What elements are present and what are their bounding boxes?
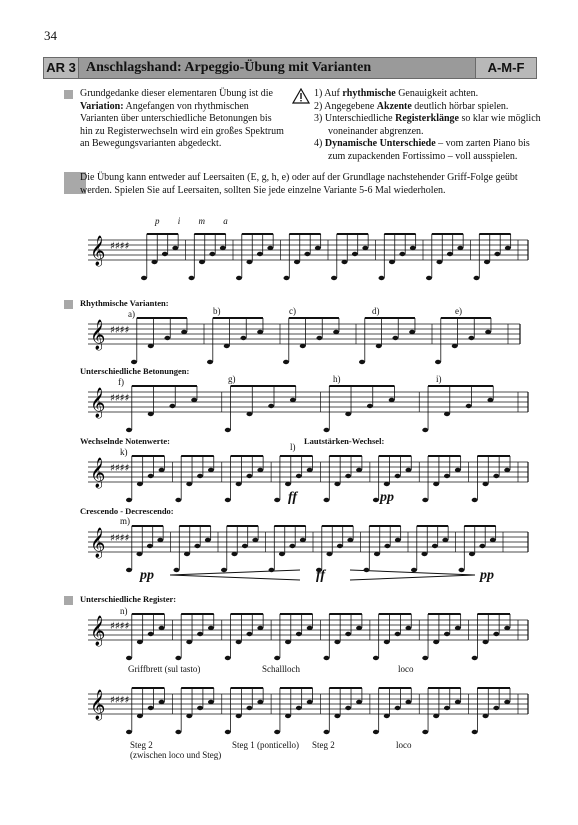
- note-head: [136, 552, 142, 556]
- page-number: 34: [44, 28, 57, 43]
- note-head: [208, 700, 214, 704]
- note-head: [191, 398, 197, 402]
- section-label: Wechselnde Notenwerte:: [80, 436, 170, 446]
- music-staff-accents: [0, 380, 578, 436]
- note-head: [175, 656, 181, 660]
- note-head: [131, 360, 137, 364]
- note-head: [246, 474, 252, 478]
- note-head: [279, 552, 285, 556]
- note-head: [147, 544, 153, 548]
- note-head: [126, 730, 132, 734]
- note-head: [285, 714, 291, 718]
- note-head: [435, 360, 441, 364]
- note-head: [197, 706, 203, 710]
- note-head: [373, 498, 379, 502]
- note-head: [405, 468, 411, 472]
- note-head: [452, 344, 458, 348]
- note-head: [246, 706, 252, 710]
- treble-clef-icon: 𝄞: [90, 388, 106, 418]
- note-head: [433, 714, 439, 718]
- note-head: [257, 700, 263, 704]
- note-head: [151, 260, 157, 264]
- note-head: [384, 714, 390, 718]
- note-head: [399, 252, 405, 256]
- note-head: [225, 498, 231, 502]
- register-caption: loco: [396, 740, 412, 750]
- note-head: [345, 632, 351, 636]
- music-staff-main: [0, 228, 578, 288]
- fingering-pima: p i m a: [155, 216, 236, 226]
- note-head: [487, 398, 493, 402]
- note-head: [194, 544, 200, 548]
- note-head: [304, 252, 310, 256]
- note-head: [433, 482, 439, 486]
- note-head: [447, 252, 453, 256]
- note-head: [433, 640, 439, 644]
- treble-clef-icon: 𝄞: [90, 320, 106, 350]
- note-head: [137, 714, 143, 718]
- note-head: [384, 640, 390, 644]
- dynamic-pp: pp: [380, 490, 394, 505]
- note-head: [468, 336, 474, 340]
- note-head: [207, 360, 213, 364]
- note-head: [505, 246, 511, 250]
- note-head: [296, 632, 302, 636]
- note-head: [257, 626, 263, 630]
- note-head: [432, 544, 438, 548]
- note-head: [208, 468, 214, 472]
- note-head: [504, 626, 510, 630]
- note-head: [469, 552, 475, 556]
- music-staff-register1: [0, 608, 578, 664]
- note-head: [296, 474, 302, 478]
- note-head: [455, 468, 461, 472]
- note-head: [345, 474, 351, 478]
- note-head: [296, 706, 302, 710]
- note-head: [240, 336, 246, 340]
- note-head: [472, 656, 478, 660]
- key-signature-icon: ♯♯♯♯: [110, 241, 130, 252]
- note-head: [324, 498, 330, 502]
- note-head: [466, 404, 472, 408]
- note-head: [137, 482, 143, 486]
- note-head: [285, 482, 291, 486]
- note-head: [474, 276, 480, 280]
- music-staff-register2: [0, 682, 578, 738]
- note-head: [482, 482, 488, 486]
- note-head: [384, 544, 390, 548]
- variant-label: a): [128, 309, 135, 319]
- note-head: [409, 330, 415, 334]
- note-head: [494, 252, 500, 256]
- note-head: [236, 714, 242, 718]
- note-head: [186, 640, 192, 644]
- note-head: [246, 632, 252, 636]
- note-head: [126, 428, 132, 432]
- music-staff-rhythmic: [0, 312, 578, 368]
- note-head: [141, 276, 147, 280]
- key-signature-icon: ♯♯♯♯: [110, 325, 130, 336]
- note-head: [334, 482, 340, 486]
- note-head: [307, 700, 313, 704]
- note-head: [395, 474, 401, 478]
- note-head: [485, 330, 491, 334]
- note-head: [384, 482, 390, 486]
- note-head: [482, 714, 488, 718]
- note-head: [444, 706, 450, 710]
- note-head: [274, 656, 280, 660]
- note-head: [455, 626, 461, 630]
- note-head: [337, 544, 343, 548]
- note-head: [172, 246, 178, 250]
- note-head: [224, 344, 230, 348]
- note-head: [444, 412, 450, 416]
- note-head: [472, 730, 478, 734]
- note-head: [199, 260, 205, 264]
- note-head: [457, 246, 463, 250]
- note-head: [479, 544, 485, 548]
- note-head: [484, 260, 490, 264]
- note-head: [359, 360, 365, 364]
- note-head: [285, 640, 291, 644]
- note-head: [157, 538, 163, 542]
- note-head: [126, 656, 132, 660]
- note-head: [186, 482, 192, 486]
- note-head: [186, 714, 192, 718]
- note-head: [257, 468, 263, 472]
- note-head: [137, 640, 143, 644]
- note-head: [389, 398, 395, 402]
- register-caption: Steg 2: [312, 740, 335, 750]
- note-head: [294, 260, 300, 264]
- note-head: [444, 632, 450, 636]
- note-head: [395, 706, 401, 710]
- note-head: [347, 538, 353, 542]
- dynamic-pp: pp: [140, 568, 154, 583]
- note-head: [405, 626, 411, 630]
- note-head: [307, 626, 313, 630]
- note-head: [164, 336, 170, 340]
- exercise-header: [43, 57, 537, 79]
- note-head: [422, 498, 428, 502]
- variant-label: h): [333, 374, 341, 384]
- hairpins: [170, 568, 530, 582]
- note-head: [426, 276, 432, 280]
- note-head: [274, 498, 280, 502]
- note-head: [455, 700, 461, 704]
- note-head: [159, 626, 165, 630]
- note-head: [148, 412, 154, 416]
- note-head: [405, 700, 411, 704]
- note-head: [289, 544, 295, 548]
- note-head: [148, 344, 154, 348]
- register-caption: Griffbrett (sul tasto): [128, 664, 201, 674]
- key-signature-icon: ♯♯♯♯: [110, 463, 130, 474]
- treble-clef-icon: 𝄞: [90, 236, 106, 266]
- note-head: [315, 246, 321, 250]
- note-head: [389, 260, 395, 264]
- note-head: [436, 260, 442, 264]
- note-head: [422, 730, 428, 734]
- section-label: Unterschiedliche Betonungen:: [80, 366, 190, 376]
- note-head: [379, 276, 385, 280]
- treble-clef-icon: 𝄞: [90, 616, 106, 646]
- note-head: [242, 544, 248, 548]
- key-signature-icon: ♯♯♯♯: [110, 695, 130, 706]
- dynamic-ff: ff: [288, 490, 298, 505]
- note-head: [246, 260, 252, 264]
- note-head: [331, 276, 337, 280]
- note-head: [373, 730, 379, 734]
- variant-label: e): [455, 306, 462, 316]
- exercise-title: Anschlagshand: Arpeggio-Übung mit Varianten: [86, 60, 372, 75]
- note-head: [341, 260, 347, 264]
- note-head: [175, 498, 181, 502]
- rule-item: 1) Auf rhythmische Genauigkeit achten.: [314, 88, 479, 99]
- treble-clef-icon: 𝄞: [90, 690, 106, 720]
- note-head: [472, 498, 478, 502]
- rules-list: [314, 88, 544, 163]
- note-head: [395, 538, 401, 542]
- variant-label: b): [213, 306, 221, 316]
- note-head: [356, 626, 362, 630]
- note-head: [493, 474, 499, 478]
- note-head: [324, 730, 330, 734]
- variant-label: d): [372, 306, 380, 316]
- note-head: [345, 412, 351, 416]
- note-head: [225, 656, 231, 660]
- section-label: Crescendo - Decrescendo:: [80, 506, 174, 516]
- note-head: [189, 276, 195, 280]
- note-head: [159, 700, 165, 704]
- note-head: [148, 632, 154, 636]
- variant-label: m): [120, 516, 130, 526]
- note-head: [225, 428, 231, 432]
- bullet-square: [64, 300, 73, 309]
- note-head: [504, 700, 510, 704]
- note-head: [267, 246, 273, 250]
- section-label: Lautstärken-Wechsel:: [304, 436, 385, 446]
- dynamic-pp: pp: [480, 568, 494, 583]
- note-head: [352, 252, 358, 256]
- warning-icon: [292, 88, 310, 109]
- section-label: Rhythmische Varianten:: [80, 298, 169, 308]
- variant-label: g): [228, 374, 236, 384]
- note-head: [362, 246, 368, 250]
- rule-item: 2) Angegebene Akzente deutlich hörbar spielen.: [314, 100, 509, 112]
- note-head: [220, 246, 226, 250]
- dynamic-ff: ff: [316, 568, 326, 583]
- note-head: [126, 568, 132, 572]
- note-head: [421, 552, 427, 556]
- note-head: [333, 330, 339, 334]
- note-head: [444, 474, 450, 478]
- note-head: [493, 706, 499, 710]
- note-head: [356, 700, 362, 704]
- note-head: [300, 344, 306, 348]
- register-caption: (zwischen loco und Steg): [130, 750, 222, 760]
- note-head: [334, 640, 340, 644]
- note-head: [376, 344, 382, 348]
- note-head: [205, 538, 211, 542]
- note-head: [184, 552, 190, 556]
- note-head: [284, 276, 290, 280]
- treble-clef-icon: 𝄞: [90, 528, 106, 558]
- key-signature-icon: ♯♯♯♯: [110, 621, 130, 632]
- note-head: [169, 404, 175, 408]
- note-head: [268, 404, 274, 408]
- note-head: [442, 538, 448, 542]
- note-head: [257, 330, 263, 334]
- note-head: [236, 276, 242, 280]
- instruction-paragraph: Die Übung kann entweder auf Leersaiten (E, g, h, e) oder auf der Grundlage nachstehender Griff-Folge geübt werden. Spielen Sie auf Leersaiten, sollten Sie jede einzelne Variante 5-6 Mal wiederholen.: [80, 172, 518, 196]
- note-head: [231, 552, 237, 556]
- note-head: [374, 552, 380, 556]
- note-head: [197, 632, 203, 636]
- note-head: [410, 246, 416, 250]
- note-head: [181, 330, 187, 334]
- note-head: [482, 640, 488, 644]
- note-head: [392, 336, 398, 340]
- note-head: [159, 468, 165, 472]
- note-head: [504, 468, 510, 472]
- note-head: [324, 656, 330, 660]
- note-head: [324, 428, 330, 432]
- variant-label: k): [120, 447, 128, 457]
- note-head: [208, 626, 214, 630]
- bullet-square: [64, 90, 73, 99]
- variant-label: f): [118, 377, 124, 387]
- variant-label: i): [436, 374, 442, 384]
- key-signature-icon: ♯♯♯♯: [110, 533, 130, 544]
- variant-label: c): [289, 306, 296, 316]
- note-head: [252, 538, 258, 542]
- note-head: [246, 412, 252, 416]
- rule-item: 4) Dynamische Unterschiede – vom zarten Piano bis zum zupackenden Fortissimo – voll ausspielen.: [314, 138, 530, 162]
- note-head: [148, 474, 154, 478]
- note-head: [422, 656, 428, 660]
- note-head: [422, 428, 428, 432]
- note-head: [395, 632, 401, 636]
- treble-clef-icon: 𝄞: [90, 458, 106, 488]
- exercise-key: A-M-F: [475, 58, 536, 78]
- note-head: [126, 498, 132, 502]
- note-head: [148, 706, 154, 710]
- register-caption: Steg 2: [130, 740, 153, 750]
- register-caption: loco: [398, 664, 414, 674]
- intro-text: Grundgedanke dieser elementaren Übung ist die Variation: Angefangen von rhythmischen Varianten über unterschiedliche Betonungen bis hin zu Registerwechseln wird ein großes Spektrum an Bewegungsvarianten abgedeckt.: [80, 88, 284, 149]
- note-head: [326, 552, 332, 556]
- rule-item: 3) Unterschiedliche Registerklänge so klar wie möglich voneinander abgrenzen.: [314, 113, 541, 137]
- note-head: [300, 538, 306, 542]
- note-head: [162, 252, 168, 256]
- key-signature-icon: ♯♯♯♯: [110, 393, 130, 404]
- note-head: [493, 632, 499, 636]
- note-head: [225, 730, 231, 734]
- note-head: [490, 538, 496, 542]
- note-head: [356, 468, 362, 472]
- note-head: [367, 404, 373, 408]
- note-head: [197, 474, 203, 478]
- note-head: [209, 252, 215, 256]
- note-head: [345, 706, 351, 710]
- register-caption: Schallloch: [262, 664, 300, 674]
- note-head: [236, 482, 242, 486]
- note-head: [236, 640, 242, 644]
- variant-label: l): [290, 442, 296, 452]
- note-head: [175, 730, 181, 734]
- note-head: [307, 468, 313, 472]
- note-head: [257, 252, 263, 256]
- section-label: Unterschiedliche Register:: [80, 594, 177, 604]
- variant-label: n): [120, 606, 128, 616]
- bullet-square: [64, 596, 73, 605]
- note-head: [373, 656, 379, 660]
- note-head: [290, 398, 296, 402]
- note-head: [334, 714, 340, 718]
- exercise-code: AR 3: [44, 58, 79, 78]
- note-head: [274, 730, 280, 734]
- note-head: [283, 360, 289, 364]
- note-head: [316, 336, 322, 340]
- register-caption: Steg 1 (ponticello): [232, 740, 299, 750]
